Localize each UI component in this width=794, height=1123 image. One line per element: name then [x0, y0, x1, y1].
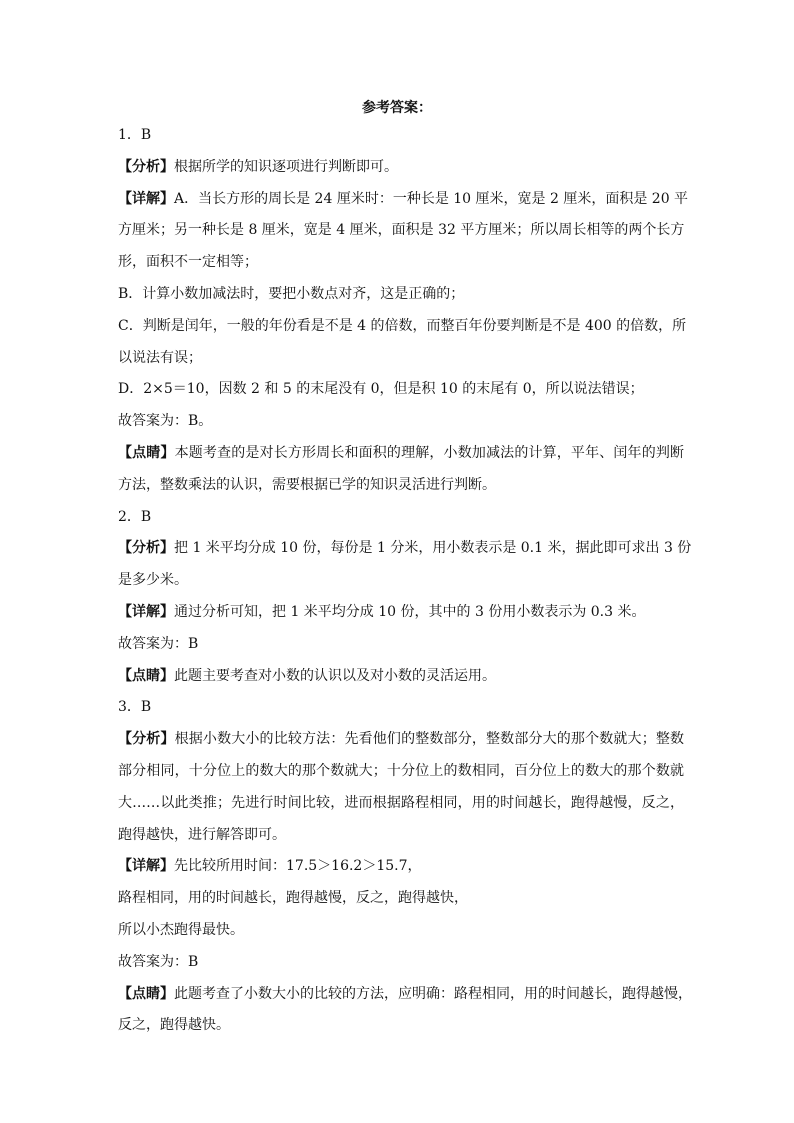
text-line [118, 597, 684, 629]
text-line [118, 565, 684, 597]
line-text: 1．B [118, 127, 152, 143]
line-text: 此题考查了小数大小的比较的方法，应明确：路程相同，用的时间越长，跑得越慢， [174, 985, 692, 1002]
line-text: 以说法有误； [118, 349, 202, 366]
section-tag: 【点睛】 [118, 985, 174, 1002]
line-text: 2．B [118, 508, 152, 525]
section-tag: 【分析】 [118, 731, 175, 748]
line-text: 根据小数大小的比较方法：先看他们的整数部分，整数部分大的那个数就大；整数 [174, 731, 685, 748]
line-text: C．判断是闰年，一般的年份看是不是 4 的倍数，而整百年份要判断是不是 400 的倍数，所 [118, 317, 687, 334]
line-text: 方厘米；另一种长是 8 厘米，宽是 4 厘米，面积是 32 平方厘米；所以周长相等的两个长方 [118, 222, 685, 239]
text-line [118, 947, 684, 979]
line-text: 部分相同，十分位上的数大的那个数就大；十分位上的数相同，百分位上的数大的那个数就 [118, 762, 684, 779]
page-title: 参考答案： [362, 100, 432, 116]
text-line [118, 724, 684, 756]
text-line [118, 692, 684, 724]
text-line [118, 820, 684, 852]
text-line [118, 851, 684, 883]
line-text: 大……以此类推；先进行时间比较，进而根据路程相同，用的时间越长，跑得越慢，反之， [118, 794, 684, 811]
line-text: 3．B [118, 699, 152, 716]
text-line [118, 247, 684, 279]
answer-content [118, 120, 692, 1042]
section-tag: 【点睛】 [118, 667, 174, 684]
text-line [118, 756, 684, 788]
line-text: 故答案为：B。 [118, 413, 213, 430]
text-line [118, 883, 684, 915]
line-text: 跑得越快，进行解答即可。 [118, 826, 286, 843]
line-text: 通过分析可知，把 1 米平均分成 10 份，其中的 3 份用小数表示为 0.3 米。 [174, 603, 646, 620]
text-line [118, 311, 687, 343]
line-text: 是多少米。 [118, 572, 188, 589]
line-text: 所以小杰跑得最快。 [118, 921, 244, 938]
text-line [118, 343, 684, 375]
section-tag: 【分析】 [118, 158, 174, 175]
text-line [118, 502, 684, 534]
text-line [118, 979, 692, 1011]
text-line [118, 184, 689, 216]
line-text: D．2×5＝10，因数 2 和 5 的末尾没有 0，但是积 10 的末尾有 0，所以说法错误； [118, 381, 644, 398]
line-text: 把 1 米平均分成 10 份，每份是 1 分米，用小数表示是 0.1 米，据此即可求出 3 份 [174, 540, 692, 557]
text-line [118, 470, 684, 502]
section-tag: 【点睛】 [118, 444, 175, 461]
text-line [118, 788, 684, 820]
section-tag: 【分析】 [118, 540, 174, 557]
text-line [118, 1010, 684, 1042]
section-tag: 【详解】 [118, 190, 174, 207]
text-line [118, 120, 684, 152]
section-tag: 【详解】 [118, 858, 174, 875]
text-line [118, 533, 692, 565]
line-text: A．当长方形的周长是 24 厘米时：一种长是 10 厘米，宽是 2 厘米，面积是 20 平 [174, 190, 689, 207]
text-line [118, 661, 684, 693]
line-text: 路程相同，用的时间越长，跑得越慢，反之，跑得越快， [118, 890, 468, 907]
line-text: 此题主要考查对小数的认识以及对小数的灵活运用。 [174, 667, 496, 684]
section-tag: 【详解】 [118, 603, 174, 620]
line-text: 本题考查的是对长方形周长和面积的理解，小数加减法的计算，平年、闰年的判断 [174, 444, 685, 461]
line-text: 方法，整数乘法的认识，需要根据已学的知识灵活进行判断。 [118, 476, 496, 493]
text-line [118, 406, 684, 438]
text-line [118, 629, 684, 661]
line-text: 故答案为：B [118, 953, 199, 970]
text-line [118, 215, 684, 247]
text-line [118, 374, 684, 406]
line-text: B．计算小数加减法时，要把小数点对齐，这是正确的； [118, 285, 465, 302]
text-line [118, 438, 684, 470]
line-text: 先比较所用时间：17.5＞16.2＞15.7， [174, 858, 422, 875]
line-text: 故答案为：B [118, 635, 199, 652]
text-line [118, 279, 684, 311]
line-text: 反之，跑得越快。 [118, 1017, 230, 1034]
line-text: 形，面积不一定相等； [118, 254, 258, 271]
text-line [118, 152, 684, 184]
line-text: 根据所学的知识逐项进行判断即可。 [174, 158, 398, 175]
text-line [118, 915, 684, 947]
